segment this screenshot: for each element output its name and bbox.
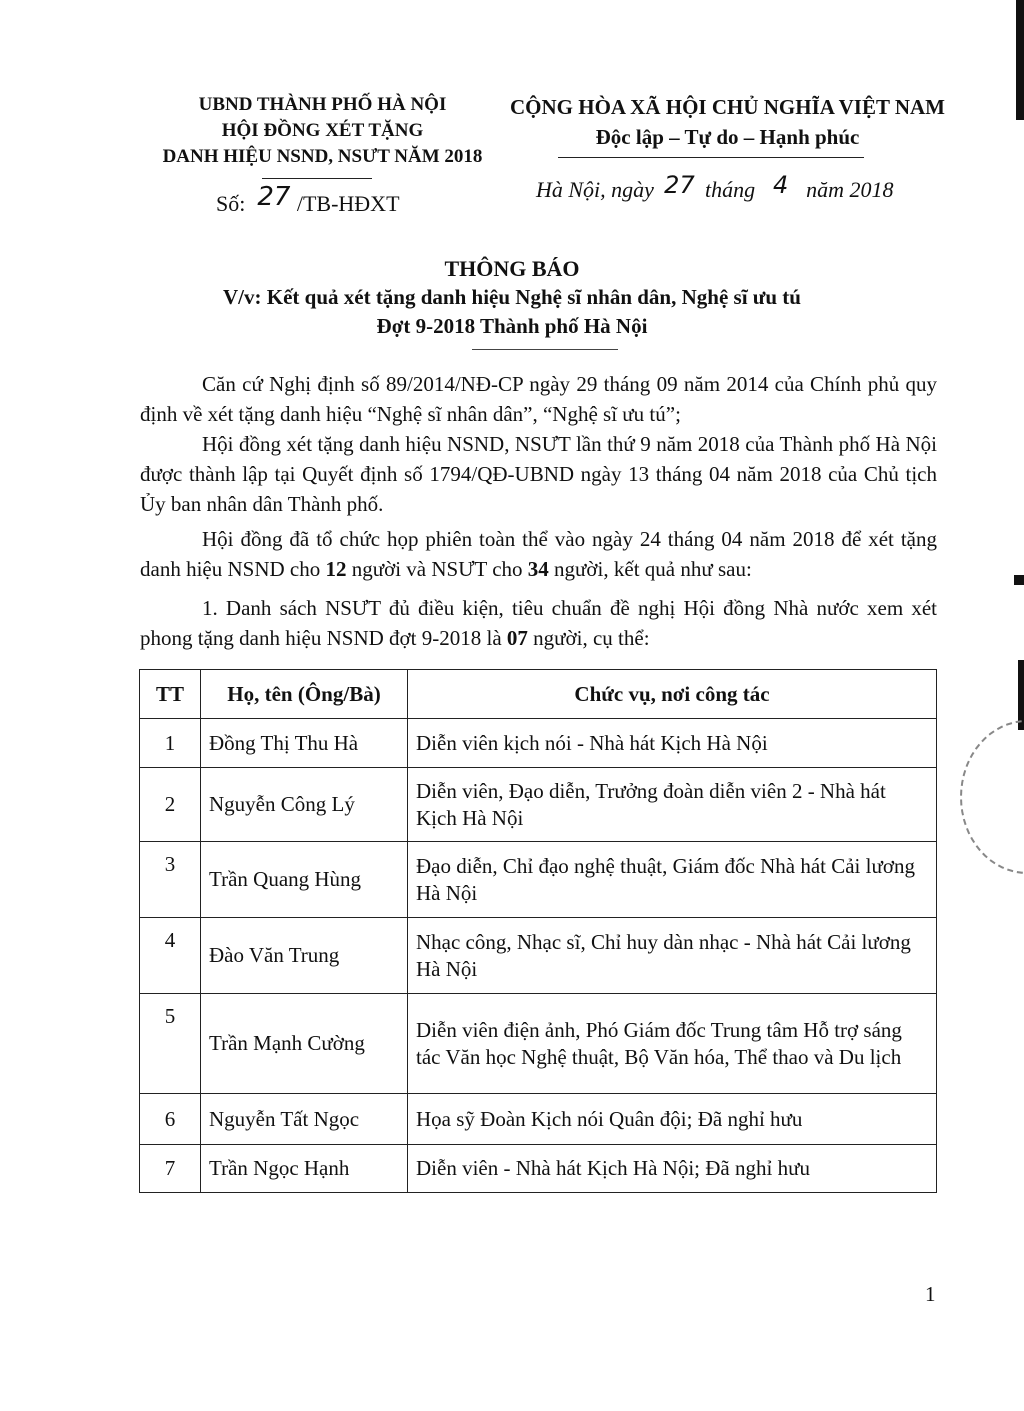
paragraph-text: Hội đồng đã tổ chức họp phiên toàn thể vào ngày 24 tháng 04 năm 2018 để xét tặng danh hiệu NSND cho [140, 527, 937, 581]
scan-edge-mark [1016, 0, 1024, 120]
document-subject-2: Đợt 9-2018 Thành phố Hà Nội [376, 314, 648, 338]
paragraph-text: Căn cứ Nghị định số 89/2014/NĐ-CP ngày 29 tháng 09 năm 2014 của Chính phủ quy định về xét tặng danh hiệu “Nghệ sĩ nhân dân”, “Nghệ sĩ ưu tú”; [140, 372, 937, 426]
table-row [140, 768, 937, 842]
table-row [140, 994, 937, 1094]
nsnd-count: 12 [325, 557, 347, 581]
header-tt: TT [140, 670, 201, 719]
national-title: CỘNG HÒA XÃ HỘI CHỦ NGHĨA VIỆT NAM [509, 95, 946, 119]
row-position: Diễn viên - Nhà hát Kịch Hà Nội; Đã nghỉ hưu [408, 1145, 937, 1193]
paragraph-text: 1. Danh sách NSƯT đủ điều kiện, tiêu chuẩn đề nghị Hội đồng Nhà nước xem xét phong tặng danh hiệu NSND đợt 9-2018 là [140, 596, 937, 650]
number-handwritten: 27 [257, 182, 291, 212]
approved-count: 07 [506, 626, 528, 650]
date-day-handwritten: 27 [664, 171, 695, 199]
row-position: Đạo diễn, Chỉ đạo nghệ thuật, Giám đốc Nhà hát Cải lương Hà Nội [408, 842, 937, 918]
issuer-underline [262, 178, 372, 179]
row-number: 7 [140, 1145, 201, 1193]
page-number: 1 [925, 1282, 936, 1306]
date-prefix: Hà Nội, ngày [536, 177, 654, 202]
table-row [140, 842, 937, 918]
table-header-row [140, 670, 937, 719]
header-name: Họ, tên (Ông/Bà) [201, 670, 408, 719]
row-position: Diễn viên, Đạo diễn, Trưởng đoàn diễn viên 2 - Nhà hát Kịch Hà Nội [408, 768, 937, 842]
row-number: 1 [140, 719, 201, 768]
table-row [140, 1094, 937, 1145]
row-name: Nguyễn Công Lý [201, 768, 408, 842]
national-motto-block [500, 92, 955, 152]
date-month-handwritten: 4 [772, 171, 789, 199]
title-underline [472, 349, 618, 350]
paragraph-text: người và NSƯT cho [346, 557, 528, 581]
row-position: Diễn viên kịch nói - Nhà hát Kịch Hà Nội [408, 719, 937, 768]
table-row [140, 1145, 937, 1193]
date-month-label: tháng [704, 177, 756, 202]
row-number: 5 [140, 994, 201, 1094]
seal-stamp [960, 720, 1024, 874]
header-position: Chức vụ, nơi công tác [408, 670, 937, 719]
scan-edge-mark [1014, 575, 1024, 585]
paragraph-list-intro [140, 593, 937, 653]
number-suffix: /TB-HĐXT [296, 191, 400, 216]
document-date [536, 171, 894, 203]
issuer-line-2: HỘI ĐỒNG XÉT TẶNG [221, 120, 424, 141]
paragraph-text: người, cụ thể: [527, 626, 650, 650]
paragraph-text: Hội đồng xét tặng danh hiệu NSND, NSƯT lần thứ 9 năm 2018 của Thành phố Hà Nội được thành lập tại Quyết định số 1794/QĐ-UBND ngày 13 tháng 04 năm 2018 của Chủ tịch Ủy ban nhân dân Thành phố. [140, 432, 937, 516]
table-row [140, 719, 937, 768]
paragraph-meeting [140, 524, 937, 584]
row-position: Họa sỹ Đoàn Kịch nói Quân đội; Đã nghỉ hưu [408, 1094, 937, 1145]
table-row [140, 918, 937, 994]
row-number: 3 [140, 842, 201, 918]
paragraph-text: người, kết quả như sau: [548, 557, 752, 581]
document-subject: V/v: Kết quả xét tặng danh hiệu Nghệ sĩ nhân dân, Nghệ sĩ ưu tú [223, 285, 801, 309]
motto-underline [558, 157, 864, 158]
issuer-line-1: UBND THÀNH PHỐ HÀ NỘI [198, 94, 447, 115]
row-number: 4 [140, 918, 201, 994]
issuer-line-3: DANH HIỆU NSND, NSƯT NĂM 2018 [162, 146, 483, 167]
paragraph-council [140, 429, 937, 519]
row-name: Nguyễn Tất Ngọc [201, 1094, 408, 1145]
document-title: THÔNG BÁO [444, 256, 580, 281]
nominee-table [139, 669, 937, 1193]
number-prefix: Số: [216, 191, 246, 216]
row-position: Diễn viên điện ảnh, Phó Giám đốc Trung tâm Hỗ trợ sáng tác Văn học Nghệ thuật, Bộ Văn hóa, Thể thao và Du lịch [408, 994, 937, 1094]
date-year: năm 2018 [806, 177, 894, 202]
paragraph-legal-basis [140, 369, 937, 429]
national-motto: Độc lập – Tự do – Hạnh phúc [595, 125, 860, 149]
row-name: Trần Ngọc Hạnh [201, 1145, 408, 1193]
row-number: 6 [140, 1094, 201, 1145]
row-position: Nhạc công, Nhạc sĩ, Chỉ huy dàn nhạc - Nhà hát Cải lương Hà Nội [408, 918, 937, 994]
nsut-count: 34 [527, 557, 549, 581]
row-number: 2 [140, 768, 201, 842]
row-name: Trần Quang Hùng [201, 842, 408, 918]
document-number [216, 182, 400, 218]
issuer-block [140, 92, 505, 170]
row-name: Đào Văn Trung [201, 918, 408, 994]
row-name: Đồng Thị Thu Hà [201, 719, 408, 768]
row-name: Trần Mạnh Cường [201, 994, 408, 1094]
